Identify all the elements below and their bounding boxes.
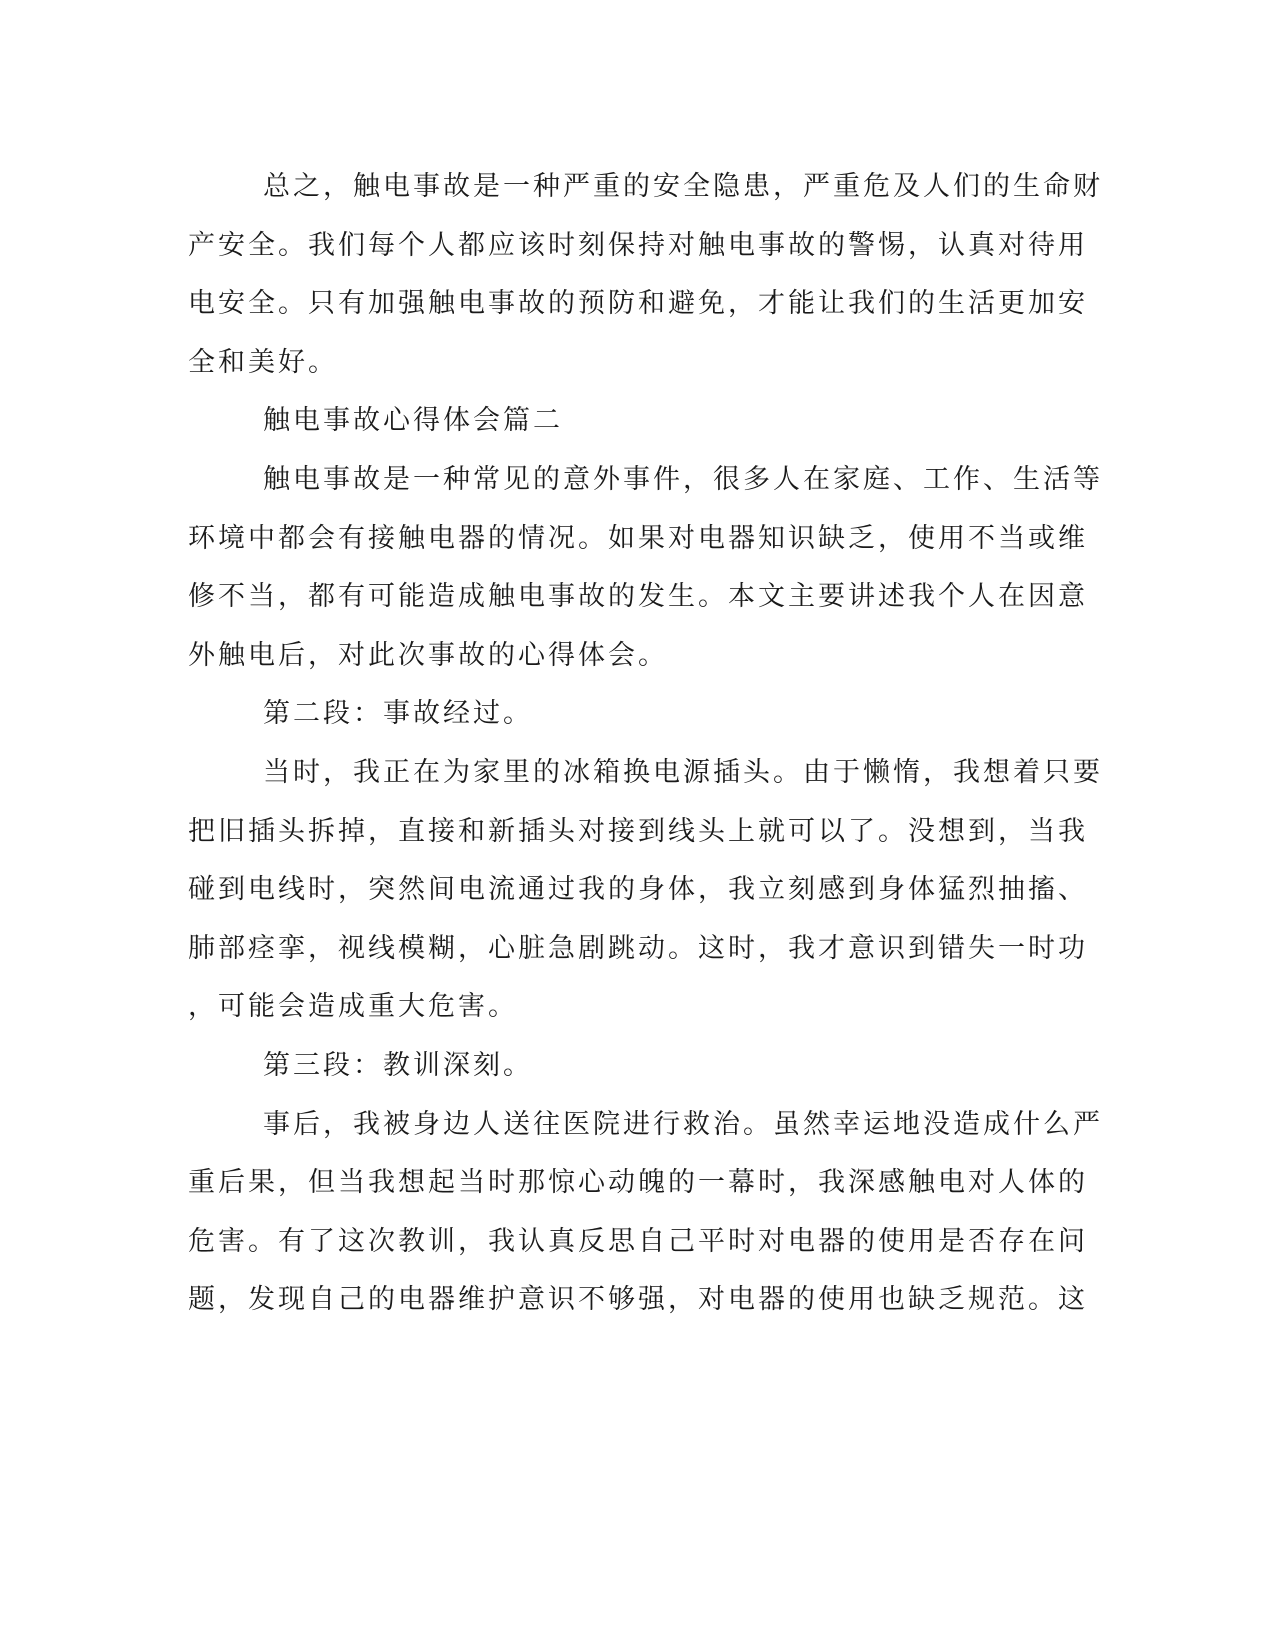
paragraph-line: ，可能会造成重大危害。 <box>188 991 518 1023</box>
paragraph-line: 外触电后，对此次事故的心得体会。 <box>188 639 668 671</box>
paragraph-line: 全和美好。 <box>188 346 338 378</box>
paragraph-line: 产安全。我们每个人都应该时刻保持对触电事故的警惕，认真对待用 <box>188 229 1088 261</box>
section-heading: 触电事故心得体会篇二 <box>263 405 563 437</box>
paragraph-line: 肺部痉挛，视线模糊，心脏急剧跳动。这时，我才意识到错失一时功 <box>188 932 1088 964</box>
paragraph-line: 事后，我被身边人送往医院进行救治。虽然幸运地没造成什么严 <box>263 1108 1103 1140</box>
paragraph-line: 把旧插头拆掉，直接和新插头对接到线头上就可以了。没想到，当我 <box>188 815 1088 847</box>
paragraph-line: 总之，触电事故是一种严重的安全隐患，严重危及人们的生命财 <box>263 171 1103 202</box>
paragraph-line: 题，发现自己的电器维护意识不够强，对电器的使用也缺乏规范。这 <box>188 1284 1088 1316</box>
paragraph-line: 碰到电线时，突然间电流通过我的身体，我立刻感到身体猛烈抽搐、 <box>188 874 1088 906</box>
paragraph-line: 电安全。只有加强触电事故的预防和避免，才能让我们的生活更加安 <box>188 288 1088 320</box>
document-body <box>188 158 1103 1330</box>
paragraph-line: 当时，我正在为家里的冰箱换电源插头。由于懒惰，我想着只要 <box>263 756 1103 788</box>
paragraph-line: 修不当，都有可能造成触电事故的发生。本文主要讲述我个人在因意 <box>188 581 1088 613</box>
paragraph-line: 环境中都会有接触电器的情况。如果对电器知识缺乏，使用不当或维 <box>188 522 1088 554</box>
paragraph-line: 危害。有了这次教训，我认真反思自己平时对电器的使用是否存在问 <box>188 1225 1088 1257</box>
paragraph-line: 重后果，但当我想起当时那惊心动魄的一幕时，我深感触电对人体的 <box>188 1167 1088 1199</box>
section-heading: 第二段：事故经过。 <box>263 698 533 730</box>
section-heading: 第三段：教训深刻。 <box>263 1049 533 1081</box>
paragraph-line: 触电事故是一种常见的意外事件，很多人在家庭、工作、生活等 <box>263 463 1103 495</box>
